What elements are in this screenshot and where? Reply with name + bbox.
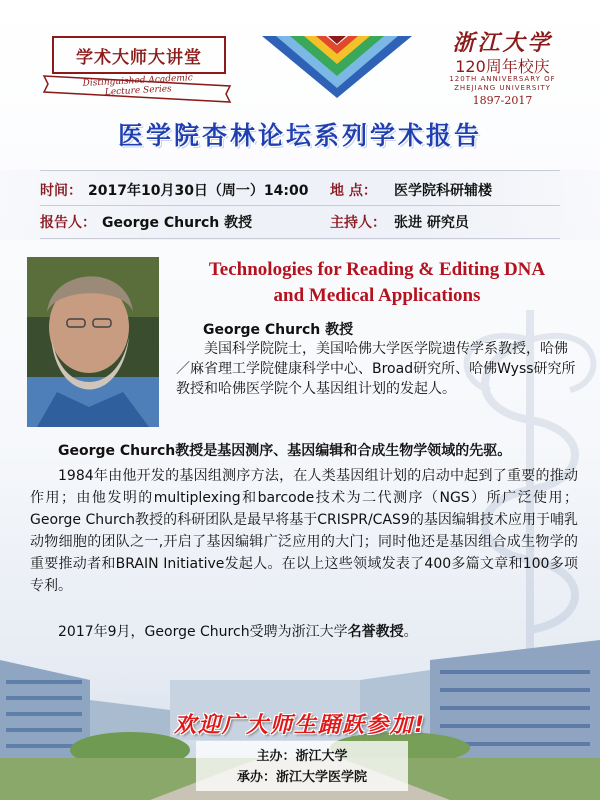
talk-title — [163, 257, 591, 309]
speaker-bio: 美国科学院院士，美国哈佛大学医学院遗传学系教授，哈佛／麻省理工学院健康科学中心、Broad研究所、哈佛Wyss研究所教授和哈佛医学院个人基因组计划的发起人。 — [176, 341, 576, 397]
zju-calligraphy: 浙江大学 — [452, 30, 553, 56]
lecture-series-title: 学术大师大讲堂 — [52, 36, 226, 74]
organizer: 主办：浙江大学 — [256, 749, 348, 764]
appointment-suffix: 。 — [403, 624, 418, 640]
lead-sentence: George Church教授是基因测序、基因编辑和合成生物学领域的先驱。 — [58, 443, 512, 459]
time-value: 2017年10月30日（周一）14:00 — [88, 183, 309, 199]
anniversary-english-2: ZHEJIANG UNIVERSITY — [454, 84, 551, 92]
event-info — [0, 170, 600, 240]
host-label: 主持人： — [330, 215, 386, 231]
talk-title-line-1: Technologies for Reading & Editing DNA — [208, 259, 546, 280]
reporter-value: George Church 教授 — [102, 215, 253, 231]
speaker-name: George Church 教授 — [203, 322, 354, 338]
place-label: 地 点： — [330, 183, 377, 199]
anniversary-english-1: 120TH ANNIVERSARY OF — [449, 75, 556, 83]
appointment-title: 名誉教授 — [347, 624, 404, 640]
body-paragraph: 1984年由他开发的基因组测序方法，在人类基因组计划的启动中起到了重要的推动作用；由他发明的multiplexing和barcode技术为二代测序（NGS）所广泛使用；George Church教授的科研团队是最早将基于CRISPR/CAS9的基因编辑技术应用于哺乳动物细胞的团队之一,开启了基因编辑广泛应用的大门；同时他还是基因组合成生物学的重要推动者和BRAIN Initiative发起人。在以上这些领域发表了400多篇文章和100多项专利。 — [30, 468, 578, 594]
talk-title-line-2: and Medical Applications — [273, 285, 481, 306]
host-value: 张进 研究员 — [394, 215, 469, 231]
anniversary-text: 120周年校庆 — [455, 57, 550, 76]
time-label: 时间： — [40, 183, 82, 199]
poster-title: 医学院杏林论坛系列学术报告 — [117, 121, 482, 150]
zju-anniversary-logo — [420, 26, 585, 114]
divider — [40, 238, 560, 239]
divider — [40, 205, 560, 206]
anniversary-years: 1897-2017 — [472, 94, 533, 107]
organizer-box — [196, 741, 408, 791]
place-value: 医学院科研辅楼 — [394, 183, 492, 199]
lecture-series-subtitle: Distinguished Academic Lecture Series — [82, 73, 194, 98]
appointment-line — [58, 621, 418, 641]
co-organizer: 承办：浙江大学医学院 — [236, 770, 367, 785]
anniversary-emblem-icon — [262, 28, 412, 108]
welcome-banner: 欢迎广大师生踊跃参加! — [173, 713, 427, 738]
reporter-label: 报告人： — [40, 215, 96, 231]
divider — [40, 170, 560, 171]
lecture-series-logo — [42, 30, 232, 106]
appointment-prefix: 2017年9月，George Church受聘为浙江大学 — [58, 624, 348, 640]
speaker-photo — [27, 257, 159, 427]
